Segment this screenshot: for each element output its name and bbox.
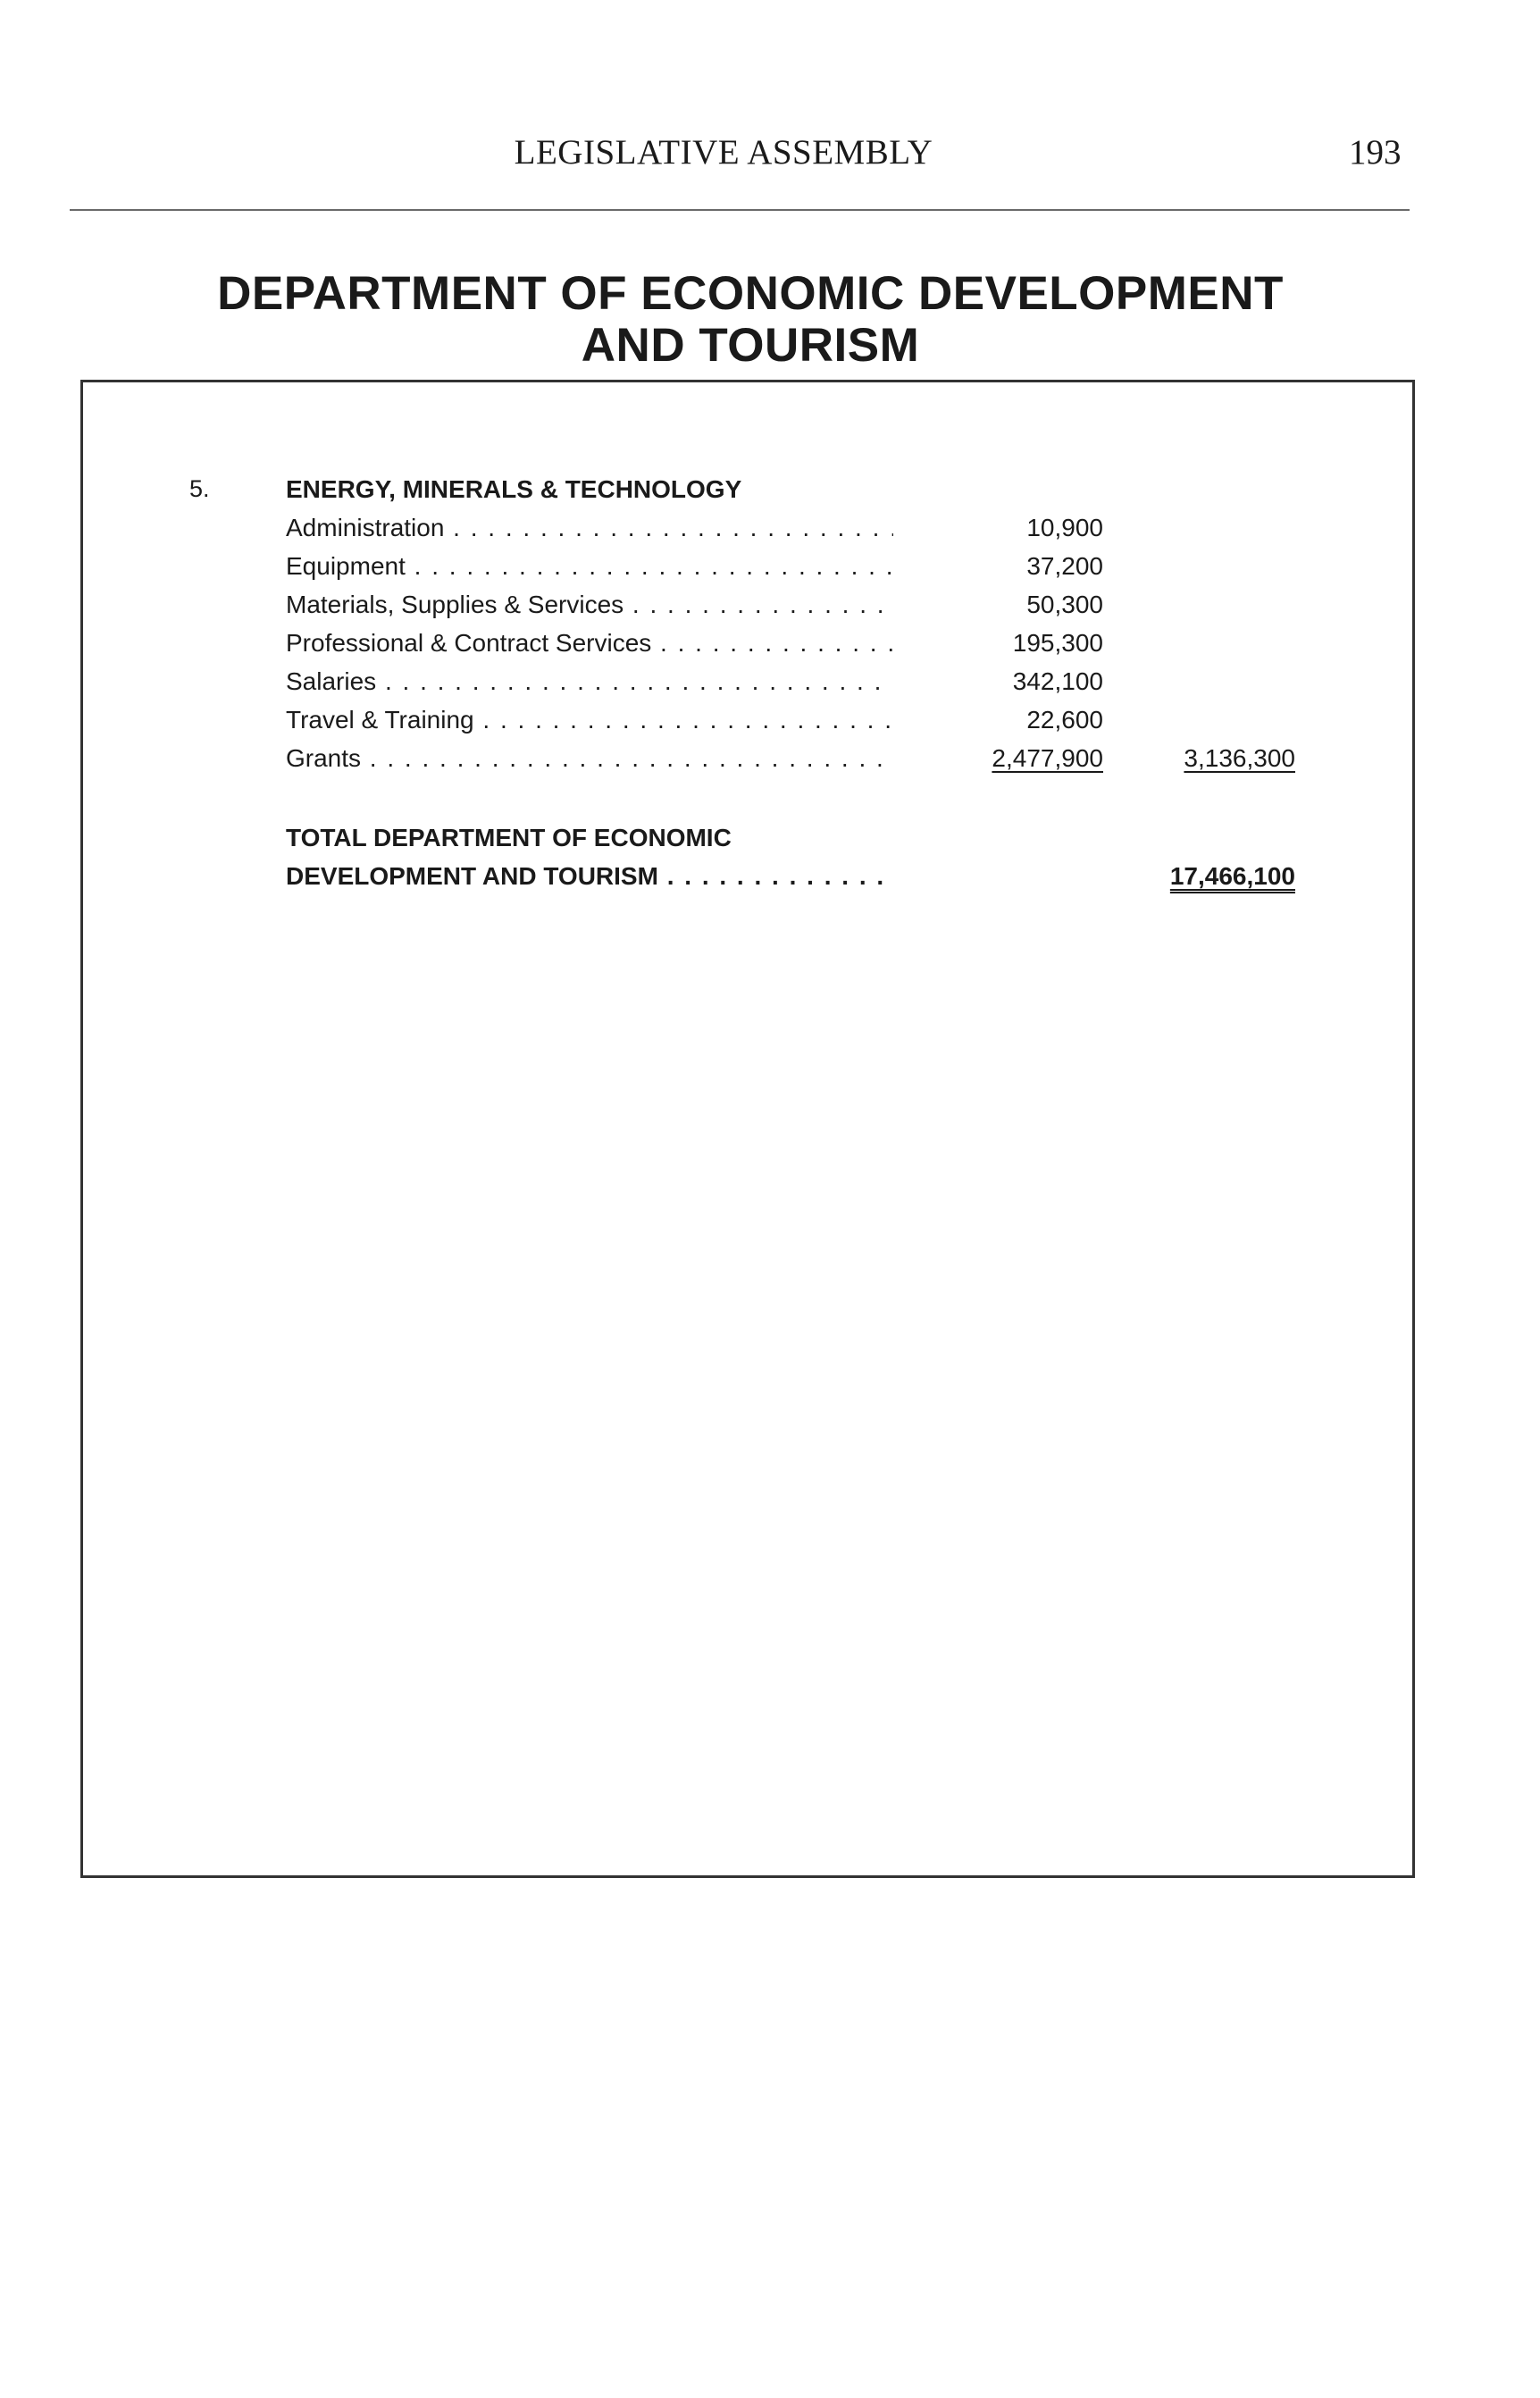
running-title: LEGISLATIVE ASSEMBLY xyxy=(514,133,933,172)
line-item-row xyxy=(286,667,1295,703)
department-total: 17,466,100 xyxy=(1169,862,1295,890)
line-item-amount: 342,100 xyxy=(1012,667,1103,695)
line-item-amount: 37,200 xyxy=(1026,552,1103,580)
department-heading-line2: AND TOURISM xyxy=(581,319,920,372)
line-item-label: Grants . . . xyxy=(286,744,893,773)
line-item-row xyxy=(286,744,1295,780)
section-title: ENERGY, MINERALS & TECHNOLOGY xyxy=(286,475,742,503)
line-item-amount: 10,900 xyxy=(1026,514,1103,541)
line-item-label: Travel & Training . . . xyxy=(286,706,893,734)
section-subtotal: 3,136,300 xyxy=(1184,744,1295,772)
line-item-label: Salaries . . . xyxy=(286,667,893,696)
line-item-row xyxy=(286,629,1295,665)
department-heading-line1: DEPARTMENT OF ECONOMIC DEVELOPMENT xyxy=(217,267,1284,320)
line-item-amount: 195,300 xyxy=(1012,629,1103,657)
line-item-amount: 50,300 xyxy=(1026,591,1103,618)
section-number: 5. xyxy=(189,475,210,502)
page-number: 193 xyxy=(1349,133,1402,172)
total-label-line1: TOTAL DEPARTMENT OF ECONOMIC xyxy=(286,824,732,851)
running-head xyxy=(0,132,1540,195)
line-item-label: Administration . . . xyxy=(286,514,893,542)
line-item-label: Professional & Contract Services . . . xyxy=(286,629,893,658)
line-item-amount: 22,600 xyxy=(1026,706,1103,734)
line-item-amount: 2,477,900 xyxy=(992,744,1103,772)
total-row xyxy=(286,862,1295,898)
line-item-label: Materials, Supplies & Services . . . xyxy=(286,591,893,619)
line-item-label: Equipment . . . xyxy=(286,552,893,581)
line-item-row xyxy=(286,591,1295,626)
total-label-line2: DEVELOPMENT AND TOURISM . . . xyxy=(286,862,893,891)
header-rule xyxy=(70,209,1410,211)
line-item-row xyxy=(286,514,1295,549)
department-heading xyxy=(152,268,1349,372)
line-item-row xyxy=(286,552,1295,588)
line-item-row xyxy=(286,706,1295,742)
